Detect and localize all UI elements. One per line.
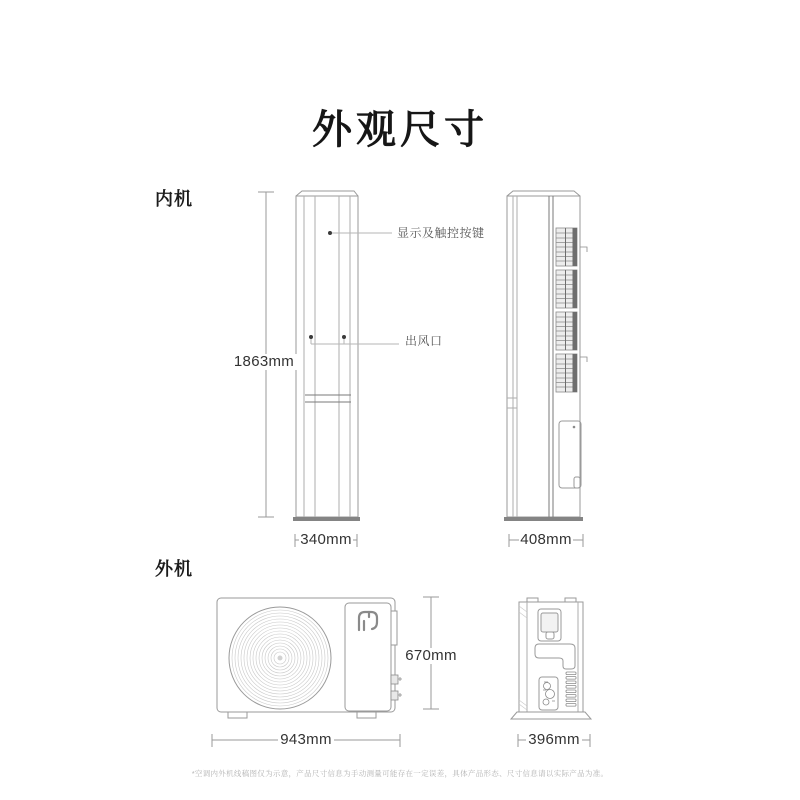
outdoor-section-label: 外机 xyxy=(155,559,193,579)
outdoor-width-dimension: 943mm xyxy=(278,732,334,748)
page-title: 外观尺寸 xyxy=(312,108,488,152)
disclaimer-footnote: *空调内外机线稿图仅为示意，产品尺寸信息为手动测量可能存在一定误差，具体产品形态、尺寸信息请以实际产品为准。 xyxy=(191,769,609,778)
indoor-depth-dimension: 408mm xyxy=(520,531,572,548)
indoor-height-dimension: 1863mm xyxy=(226,354,302,370)
air-outlet-annotation: 出风口 xyxy=(405,334,443,348)
outdoor-depth-dimension: 396mm xyxy=(526,732,582,748)
indoor-front-view-drawing xyxy=(293,191,360,521)
indoor-section-label: 内机 xyxy=(155,189,193,209)
indoor-width-dimension: 340mm xyxy=(300,531,352,548)
outdoor-height-dimension: 670mm xyxy=(398,648,464,664)
indoor-side-view-drawing xyxy=(504,191,587,521)
outdoor-front-view-drawing xyxy=(217,598,402,718)
display-touch-buttons-annotation: 显示及触控按键 xyxy=(397,226,485,240)
outdoor-side-view-drawing xyxy=(511,598,591,719)
